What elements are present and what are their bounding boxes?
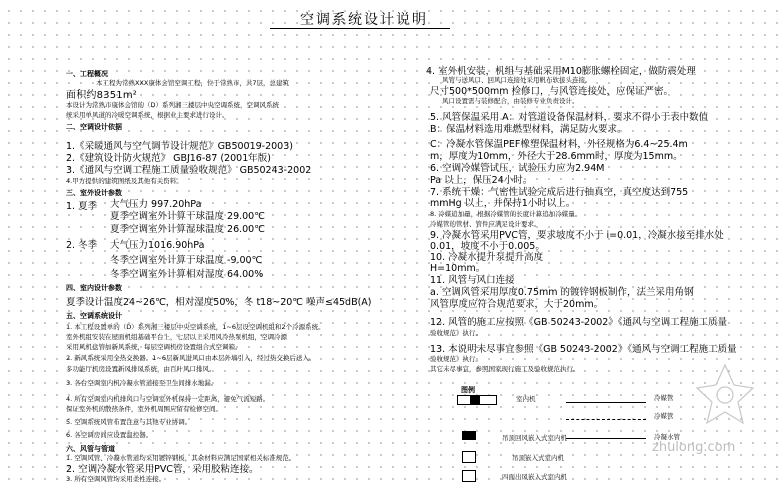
left-line: 2. 空调冷凝水管采用PVC管，采用胶粘连接。 <box>66 464 259 475</box>
left-line: 五、空调系统设计 <box>66 312 122 320</box>
legend-pipe-line <box>566 402 646 403</box>
right-line: 尺寸500*500mm 检修口，与风管连接处，应保证严密。 <box>430 86 674 97</box>
left-line: 3.《通风与空调工程施工质量验收规范》 GB50243-2002 <box>66 165 312 176</box>
left-line: 1. 空调风管、冷凝水管道均采用镀锌钢板，其余材料应满足国家相关标准规范。 <box>66 454 296 462</box>
right-line: 6. 空调冷媒管试压，试验压力应为2.94M <box>430 163 605 174</box>
legend-symbol-ceiling-unit <box>462 451 476 463</box>
right-line: 风口设置需与装修配合，由装修专业负责设计。 <box>442 97 579 105</box>
right-line: 验收规范》执行。 <box>430 329 482 337</box>
left-line: 冬季空调室外计算干球温度 -9.00℃ <box>110 255 263 266</box>
legend-pipe-line-arrow <box>566 419 646 420</box>
right-line: 0.01，坡度不小于0.005。 <box>430 241 545 252</box>
right-line: Pa 以上，保压24小时。 <box>430 175 533 186</box>
left-line: 2. 冬季 <box>66 240 98 251</box>
right-line: 12. 风管的施工应按照《GB 50243-2002》《通风与空调工程施工质量 <box>430 317 728 328</box>
left-line: 1. 夏季 <box>66 201 98 212</box>
left-line: 1. 本工程设置单的（D）系列湘三楼层中央空调系统，1~6层设空调机组和2个冷源系统。 <box>66 323 325 331</box>
right-line: B：保温材料选用难燃型材料，满足防火要求。 <box>430 124 627 135</box>
left-line: 室外机组安装在屋面机组基础平台上，七层以上采用风冷热泵机组，空调冷源 <box>66 333 287 341</box>
right-line: 10. 冷凝水提升泵提升高度 <box>430 252 544 263</box>
left-line: 2. 新风系统采用全热交换器。1~6层新风进风口由本层外墙引入，经过热交换后送入。 <box>66 354 316 362</box>
left-line: 三、室外设计参数 <box>66 189 122 197</box>
left-line: 二、空调设计依据 <box>66 123 122 131</box>
right-line: 风管厚度应符合规范要求，大于20mm。 <box>430 299 604 310</box>
legend-symbol-four-way-unit <box>462 470 476 482</box>
left-line: 夏季空调室外计算湿球温度 26.00℃ <box>110 224 265 235</box>
right-line: 7. 系统干燥：气密性试验完成后进行抽真空，真空度达到755 <box>430 187 689 198</box>
left-line: 面积约8351m² <box>66 90 137 101</box>
left-line: 夏季设计温度24~26℃，相对湿度50%，冬 t18~20℃ 噪声≤45dB(A) <box>66 297 372 308</box>
left-line: 统采用单风道的冷暖空调系统，根据业主要求进行设计。 <box>66 111 229 119</box>
left-line: 大气压力1016.90hPa <box>110 240 205 251</box>
right-line: 13. 本说明未尽事宜参照《GB 50243-2002》《通风与空调工程施工质量 <box>430 344 737 355</box>
left-line: 2.《建筑设计防火规范》 GBJ16-87 (2001年版) <box>66 153 271 164</box>
left-line: 本设计为常熟市康体会馆的（D）系列湘三楼层中央空调系统，空调风系统 <box>66 101 280 109</box>
left-line: 夏季空调室外计算干球温度 29.00℃ <box>110 211 265 222</box>
left-line: 四、室内设计参数 <box>66 284 122 292</box>
legend-label: 四面出风嵌入式室内机 <box>502 473 567 481</box>
left-line: 4.甲方提供的建筑图纸及其他有关资料。 <box>66 177 183 185</box>
title-underline <box>270 28 450 29</box>
right-line: 风管与送风口、回风口连接处采用帆布软接头连接。 <box>442 76 592 84</box>
legend-symbol-return-unit <box>462 431 476 440</box>
right-line: mmHg 以上，并保持1小时以上。 <box>430 198 576 209</box>
left-line: 保证室外机的散热条件，室外机周围应留有检修空间。 <box>66 405 222 413</box>
right-line: m，厚度为10mm，外径大于28.6mm时，厚度为15mm。 <box>430 151 683 162</box>
legend-pipe-label: 冷媒管 <box>654 412 674 420</box>
left-line: 3. 所有空调风管均采用柔性连接。 <box>66 475 166 483</box>
legend-label: 室内机 <box>516 395 536 403</box>
right-line: 9. 冷凝水管采用PVC管，要求坡度不小于 i=0.01，冷凝水接至排水处 <box>430 230 724 241</box>
left-line: 4. 所有空调室内机排风口与空调室外机保持一定距离，避免气流短路。 <box>66 395 270 403</box>
left-line: 大气压力 997.20hPa <box>110 199 202 210</box>
left-line: 六、风管与管道 <box>66 445 115 453</box>
legend-symbol-divider <box>470 395 480 405</box>
left-line: 本工程为常熟XXX康体会馆空调工程，位于常熟市，共7层，总建筑 <box>96 79 289 87</box>
left-line: 5. 空调系统风管布置注意与其他专业协调。 <box>66 418 192 426</box>
legend-pipe-label: 冷凝水管 <box>654 433 680 441</box>
left-line: 1.《采暖通风与空气调节设计规范》GB50019-2003) <box>66 141 293 152</box>
watermark-logo <box>690 360 760 435</box>
left-line: 一、工程概况 <box>66 70 108 78</box>
legend-heading: 图例 <box>461 386 475 394</box>
right-line: 11. 风管与风口连接 <box>430 275 515 286</box>
right-line: 5. 风管保温采用 A：对管道设备保温材料，要求不得小于表中数值 <box>430 112 709 123</box>
right-line: C：冷凝水管保温PEF橡塑保温材料，外径规格为6.4~25.4m <box>430 139 688 150</box>
right-line: 4. 室外机安装，机组与基础采用M10膨胀螺栓固定，做防震处理 <box>426 66 696 77</box>
right-line: 其它未尽事宜，参照国家现行施工及验收规范执行。 <box>430 365 580 373</box>
legend-label: 吊顶回风嵌入式室内机 <box>502 434 567 442</box>
right-line: a. 空调风管采用厚度0.75mm 的镀锌钢板制作，法兰采用角钢 <box>430 287 694 298</box>
right-line: 冷媒管的管材、管件应满足设计要求。 <box>430 220 541 228</box>
legend-label: 吊顶嵌入式室内机 <box>512 454 564 462</box>
left-line: 多功能厅机房设置新风排风系统，由百叶风口排风。 <box>66 365 216 373</box>
right-line: 验收规范》执行。 <box>430 355 482 363</box>
right-line: 8. 冷媒追加量，根据冷媒管的长度计算追加冷媒量。 <box>430 210 582 218</box>
left-line: 采用风机盘管加新风系统，每层空调机房设置组合式空调箱。 <box>66 343 242 351</box>
left-line: 冬季空调室外计算相对湿度 64.00% <box>110 269 264 280</box>
left-line: 6. 各空调房间应设置温控器。 <box>66 431 153 439</box>
watermark-text: zhulong.com <box>652 440 736 455</box>
left-line: 3. 各台空调室内机冷凝水管道接至卫生间排水地漏。 <box>66 379 218 387</box>
legend-pipe-label: 冷媒管 <box>654 394 674 402</box>
right-line: H=10mm。 <box>430 263 486 274</box>
legend-condensate-line <box>566 438 646 439</box>
page-title: 空调系统设计说明 <box>300 12 428 28</box>
